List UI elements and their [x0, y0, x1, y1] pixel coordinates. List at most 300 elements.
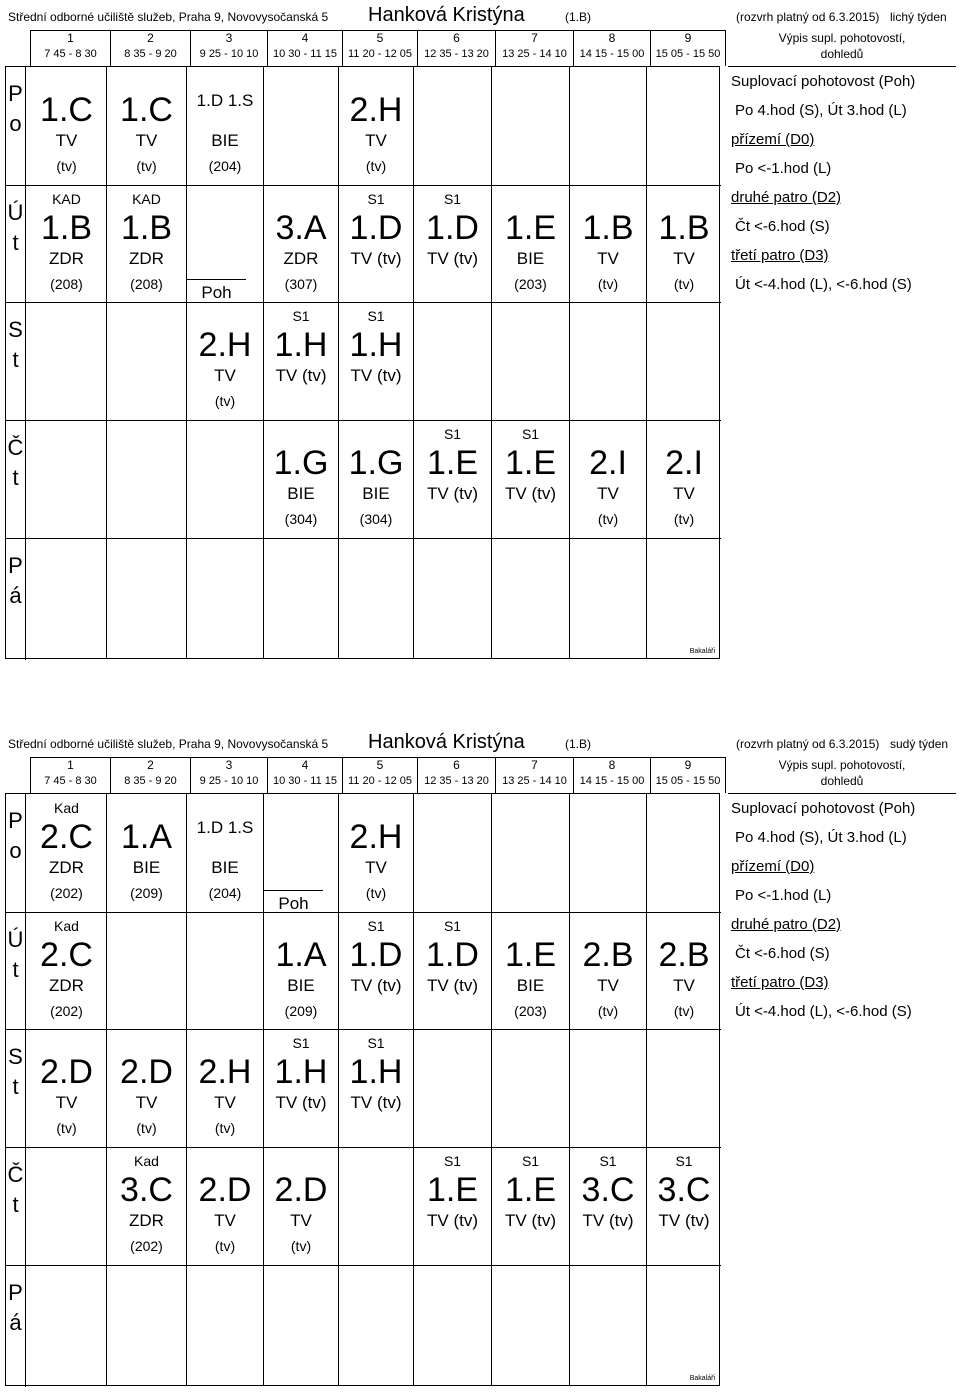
- period-time: 7 45 - 8 30: [44, 775, 97, 787]
- lesson-cell[interactable]: [647, 188, 721, 296]
- period-header: [495, 757, 573, 793]
- group-label: [27, 70, 106, 92]
- lesson-cell[interactable]: [107, 70, 186, 178]
- group-label: S1: [521, 426, 540, 442]
- room: [414, 272, 491, 296]
- panel-line: Po <-1.hod (L): [735, 160, 832, 177]
- day-letter: S: [8, 317, 23, 342]
- period-time: 11 20 - 12 05: [347, 48, 412, 60]
- subject: TV: [55, 1093, 78, 1112]
- day-letter: S: [8, 1044, 23, 1069]
- period-header: [417, 30, 495, 66]
- class-name: 2.D: [40, 1053, 93, 1091]
- lesson-cell[interactable]: [570, 1150, 646, 1258]
- period-header: [650, 757, 725, 793]
- lesson-cell[interactable]: [570, 423, 646, 531]
- subject: TV: [673, 249, 695, 268]
- lesson-cell[interactable]: [264, 1032, 338, 1140]
- class-name: 1.E: [504, 209, 557, 247]
- lesson-cell[interactable]: [647, 423, 721, 531]
- subject: BIE: [211, 131, 239, 150]
- period-time: 14 15 - 15 00: [579, 775, 645, 787]
- class-name: 2.C: [40, 818, 93, 856]
- period-time: 15 05 - 15 50: [655, 48, 721, 60]
- day-letter: t: [12, 957, 19, 982]
- group-label: [264, 188, 338, 210]
- class-name: 1.A: [275, 936, 327, 974]
- subject: BIE: [516, 976, 545, 995]
- day-letter: t: [12, 1074, 19, 1099]
- room: [414, 1234, 491, 1258]
- class-name: 1.G: [348, 444, 404, 482]
- lesson-cell[interactable]: [339, 797, 413, 905]
- bakalari-logo: Bakaláři: [689, 1375, 715, 1382]
- class-name: 2.I: [589, 444, 627, 482]
- class-name: 1.E: [426, 444, 479, 482]
- teacher-name: Hanková Kristýna: [368, 4, 525, 26]
- lesson-cell[interactable]: [492, 423, 569, 531]
- day-letter: o: [9, 838, 22, 863]
- day-label: [6, 1266, 26, 1387]
- lesson-cell[interactable]: [27, 1032, 106, 1140]
- lesson-cell[interactable]: [264, 915, 338, 1023]
- supervision-panel: [728, 757, 956, 1026]
- period-header: [573, 30, 650, 66]
- timetable-grid: [5, 66, 720, 659]
- day-letter: t: [12, 230, 19, 255]
- group-label: S1: [367, 308, 385, 324]
- subject: TV: [135, 131, 158, 150]
- day-row: [6, 1265, 721, 1387]
- room: (209): [130, 885, 163, 901]
- room: (tv): [673, 511, 695, 527]
- class-name: 1.E: [504, 1171, 557, 1209]
- period-time: 14 15 - 15 00: [579, 48, 645, 60]
- period-number: 5: [376, 758, 384, 772]
- period-header: [417, 757, 495, 793]
- group-label: Kad: [54, 918, 79, 934]
- period-time: 12 35 - 13 20: [424, 775, 489, 787]
- period-number: 3: [225, 31, 233, 45]
- lesson-cell[interactable]: [414, 915, 491, 1023]
- class-label: (1.B): [565, 737, 592, 751]
- column-divider: [569, 794, 570, 1385]
- class-name: 1.H: [274, 326, 328, 364]
- week-type: lichý týden: [890, 10, 947, 24]
- panel-line: Po <-1.hod (L): [735, 887, 832, 904]
- subject: TV: [597, 976, 619, 995]
- class-label: (1.B): [565, 10, 592, 24]
- panel-line: Po 4.hod (S), Út 3.hod (L): [735, 102, 907, 119]
- day-letter: á: [9, 1310, 22, 1335]
- lesson-cell[interactable]: [339, 188, 413, 296]
- panel-heading-line2: dohledů: [820, 774, 864, 788]
- class-name: 2.D: [274, 1171, 328, 1209]
- group-label: [264, 423, 338, 445]
- room: [339, 389, 413, 413]
- room: (209): [284, 1003, 318, 1019]
- room: [339, 999, 413, 1023]
- day-letter: P: [8, 1280, 23, 1305]
- timetable-even-week: [0, 727, 960, 1392]
- period-number: 9: [684, 758, 692, 772]
- period-header: [190, 757, 267, 793]
- lesson-cell[interactable]: [107, 188, 186, 296]
- room: (tv): [214, 1120, 236, 1136]
- week-type: sudý týden: [890, 737, 949, 751]
- lesson-cell[interactable]: [492, 915, 569, 1023]
- lesson-cell[interactable]: [264, 305, 338, 413]
- group-label: S1: [367, 918, 385, 934]
- lesson-cell[interactable]: [187, 1150, 263, 1258]
- period-time: 12 35 - 13 20: [424, 48, 489, 60]
- room: (304): [284, 511, 318, 527]
- subject: TV (tv): [427, 1211, 478, 1230]
- lesson-cell[interactable]: [107, 1150, 186, 1258]
- period-number: 8: [608, 758, 616, 772]
- supervision-box: Poh: [186, 279, 246, 305]
- group-label: KAD: [52, 191, 81, 207]
- subject: ZDR: [49, 858, 84, 877]
- lesson-cell[interactable]: [492, 1150, 569, 1258]
- panel-line: Po 4.hod (S), Út 3.hod (L): [735, 829, 907, 846]
- timetable-odd-week: [0, 0, 960, 665]
- column-divider: [491, 794, 492, 1385]
- group-label: [570, 188, 646, 210]
- room: [264, 1116, 338, 1140]
- room: (204): [208, 158, 242, 174]
- room: [414, 507, 491, 531]
- group-label: S1: [675, 1153, 693, 1169]
- group-label: [570, 915, 646, 937]
- subject: ZDR: [129, 1211, 164, 1230]
- class-name: 1.E: [426, 1171, 479, 1209]
- class-name: 1.H: [349, 1053, 403, 1091]
- period-number: 3: [225, 758, 233, 772]
- group-label: [187, 1032, 263, 1054]
- school-name: Střední odborné učiliště služeb, Praha 9, Novovysočanská 5: [8, 737, 329, 751]
- subject: TV: [290, 1211, 312, 1230]
- room: [647, 1234, 721, 1258]
- period-time: 9 25 - 10 10: [199, 775, 259, 787]
- room: (tv): [673, 276, 695, 292]
- period-number: 7: [531, 758, 538, 772]
- period-number: 5: [376, 31, 384, 45]
- lesson-cell[interactable]: [570, 188, 646, 296]
- room: (tv): [365, 158, 387, 174]
- day-letter: Č: [7, 1162, 24, 1187]
- room: (tv): [597, 276, 619, 292]
- period-header: [110, 757, 190, 793]
- room: (tv): [597, 1003, 619, 1019]
- room: (tv): [56, 158, 77, 174]
- group-label: [107, 1032, 186, 1054]
- room: (307): [284, 276, 318, 292]
- subject: TV (tv): [427, 976, 478, 995]
- lesson-cell[interactable]: [570, 915, 646, 1023]
- period-time: 10 30 - 11 15: [272, 775, 337, 787]
- lesson-cell[interactable]: [414, 1150, 491, 1258]
- period-time: 7 45 - 8 30: [44, 48, 97, 60]
- column-divider: [569, 67, 570, 658]
- subject: BIE: [362, 484, 390, 503]
- day-letter: t: [12, 1192, 19, 1217]
- room: [492, 1234, 569, 1258]
- period-number: 4: [301, 31, 309, 45]
- subject: ZDR: [129, 249, 164, 268]
- lesson-cell[interactable]: [339, 305, 413, 413]
- class-name: 2.I: [665, 444, 703, 482]
- period-number: 1: [67, 31, 74, 45]
- lesson-cell[interactable]: [27, 797, 106, 905]
- group-label: S1: [443, 191, 462, 207]
- lesson-cell[interactable]: [414, 188, 491, 296]
- class-name: 2.D: [198, 1171, 252, 1209]
- group-label: S1: [521, 1153, 540, 1169]
- class-name: 1.C: [40, 91, 93, 129]
- column-divider: [413, 794, 414, 1385]
- period-time: 8 35 - 9 20: [124, 48, 177, 60]
- subject: TV (tv): [505, 1211, 556, 1230]
- subject: ZDR: [49, 249, 84, 268]
- day-label: [6, 913, 26, 1029]
- period-number: 8: [608, 31, 616, 45]
- subject: TV: [55, 131, 78, 150]
- group-label: [187, 70, 263, 92]
- period-number: 4: [301, 758, 309, 772]
- lesson-cell[interactable]: [339, 70, 413, 178]
- panel-line: Út <-4.hod (L), <-6.hod (S): [735, 276, 912, 293]
- day-label: [6, 303, 26, 420]
- panel-line: Čt <-6.hod (S): [735, 218, 830, 235]
- lesson-cell[interactable]: [339, 915, 413, 1023]
- period-header: [30, 30, 110, 66]
- class-name: 2.D: [120, 1053, 173, 1091]
- subject: TV: [597, 484, 619, 503]
- lesson-cell[interactable]: [27, 188, 106, 296]
- column-divider: [491, 67, 492, 658]
- subject: TV (tv): [582, 1211, 634, 1230]
- room: (304): [359, 511, 393, 527]
- lesson-cell[interactable]: [27, 70, 106, 178]
- day-label: [6, 67, 26, 185]
- lesson-cell[interactable]: [492, 188, 569, 296]
- period-time: 15 05 - 15 50: [655, 775, 721, 787]
- lesson-cell[interactable]: [187, 1032, 263, 1140]
- day-label: [6, 794, 26, 912]
- period-header: [342, 757, 417, 793]
- lesson-cell[interactable]: [339, 423, 413, 531]
- day-letter: Č: [7, 435, 24, 460]
- room: (tv): [290, 1238, 312, 1254]
- lesson-cell[interactable]: [647, 1150, 721, 1258]
- panel-line: druhé patro (D2): [731, 189, 842, 206]
- panel-line: přízemí (D0): [731, 858, 815, 875]
- group-label: S1: [292, 308, 310, 324]
- class-name: 2.C: [40, 936, 93, 974]
- group-label: [107, 70, 186, 92]
- lesson-cell[interactable]: [339, 1032, 413, 1140]
- subject: TV (tv): [427, 249, 478, 268]
- header-right-border: [725, 757, 726, 793]
- class-name: 1.A: [120, 818, 173, 856]
- panel-heading: [728, 30, 956, 66]
- class-name: 3.C: [581, 1171, 635, 1209]
- day-letter: P: [8, 808, 23, 833]
- room: (tv): [214, 393, 236, 409]
- valid-from: (rozvrh platný od 6.3.2015): [736, 737, 880, 751]
- period-header: [573, 757, 650, 793]
- group-label: [264, 915, 338, 937]
- day-label: [6, 186, 26, 302]
- lesson-cell[interactable]: [187, 797, 263, 905]
- class-name: 1.H: [349, 326, 403, 364]
- lesson-cell[interactable]: [27, 915, 106, 1023]
- subject: TV: [214, 1093, 236, 1112]
- class-name: 3.A: [275, 209, 327, 247]
- day-label: [6, 539, 26, 660]
- room: (tv): [597, 511, 619, 527]
- period-header: [650, 30, 725, 66]
- group-label: [339, 423, 413, 445]
- subject: TV (tv): [275, 366, 327, 385]
- class-name: 1.C: [120, 91, 173, 129]
- panel-line: Út <-4.hod (L), <-6.hod (S): [735, 1003, 912, 1020]
- subject: TV: [214, 366, 236, 385]
- period-number: 6: [453, 31, 460, 45]
- period-time: 10 30 - 11 15: [272, 48, 337, 60]
- lesson-cell[interactable]: [414, 423, 491, 531]
- supervision-panel: [728, 30, 956, 299]
- subject: BIE: [211, 858, 239, 877]
- period-number: 7: [531, 31, 538, 45]
- period-time: 13 25 - 14 10: [502, 48, 567, 60]
- panel-line: přízemí (D0): [731, 131, 815, 148]
- room: (202): [130, 1238, 163, 1254]
- subject: TV: [673, 484, 695, 503]
- subject: TV (tv): [350, 1093, 402, 1112]
- lesson-cell[interactable]: [187, 305, 263, 413]
- room: [570, 1234, 646, 1258]
- subject: TV (tv): [275, 1093, 327, 1112]
- day-label: [6, 1148, 26, 1265]
- supervision-box: Poh: [263, 890, 323, 916]
- class-name: 2.B: [582, 936, 634, 974]
- subject: TV: [673, 976, 695, 995]
- group-label: [27, 1032, 106, 1054]
- period-header: [30, 757, 110, 793]
- period-number: 2: [147, 31, 154, 45]
- class-name: 2.B: [658, 936, 710, 974]
- group-label: [647, 915, 721, 937]
- subject: BIE: [132, 858, 161, 877]
- lesson-cell[interactable]: [264, 1150, 338, 1258]
- group-label: [492, 915, 569, 937]
- subject: TV: [365, 858, 387, 877]
- day-letter: t: [12, 347, 19, 372]
- class-name: 1.D: [349, 209, 403, 247]
- class-name: 1.B: [658, 209, 710, 247]
- class-name: 3.C: [120, 1171, 173, 1209]
- group-label: S1: [367, 1035, 385, 1051]
- day-letter: P: [8, 81, 23, 106]
- room: (203): [514, 1003, 547, 1019]
- period-time: 11 20 - 12 05: [347, 775, 412, 787]
- group-label: S1: [443, 426, 462, 442]
- valid-from: (rozvrh platný od 6.3.2015): [736, 10, 880, 24]
- lesson-cell[interactable]: [264, 188, 338, 296]
- subject: BIE: [516, 249, 545, 268]
- period-header: [267, 30, 342, 66]
- room: [339, 1116, 413, 1140]
- room: (202): [50, 885, 83, 901]
- class-name: 1.D: [426, 209, 479, 247]
- group-label: Kad: [134, 1153, 159, 1169]
- period-time: 8 35 - 9 20: [124, 775, 177, 787]
- class-name: 1.D 1.S: [196, 91, 254, 110]
- group-label: [187, 1150, 263, 1172]
- class-name: 1.B: [582, 209, 634, 247]
- panel-line: druhé patro (D2): [731, 916, 842, 933]
- class-name: 1.G: [273, 444, 329, 482]
- subject: ZDR: [283, 249, 319, 268]
- panel-heading-line1: Výpis supl. pohotovostí,: [778, 758, 906, 772]
- room: (tv): [136, 1120, 157, 1136]
- subject: TV (tv): [350, 249, 402, 268]
- day-row: [6, 538, 721, 660]
- lesson-cell[interactable]: [187, 70, 263, 178]
- class-name: 1.D 1.S: [196, 818, 254, 837]
- lesson-cell[interactable]: [107, 797, 186, 905]
- room: (tv): [56, 1120, 77, 1136]
- day-letter: P: [8, 553, 23, 578]
- room: (tv): [673, 1003, 695, 1019]
- column-divider: [413, 67, 414, 658]
- period-header: [110, 30, 190, 66]
- lesson-cell[interactable]: [647, 915, 721, 1023]
- subject: TV (tv): [658, 1211, 710, 1230]
- subject: TV (tv): [427, 484, 478, 503]
- panel-heading: [728, 757, 956, 793]
- group-label: S1: [292, 1035, 310, 1051]
- group-label: Kad: [54, 800, 79, 816]
- period-time: 13 25 - 14 10: [502, 775, 567, 787]
- room: (202): [50, 1003, 83, 1019]
- lesson-cell[interactable]: [107, 1032, 186, 1140]
- panel-line: třetí patro (D3): [731, 247, 829, 264]
- group-label: S1: [443, 1153, 462, 1169]
- room: (tv): [136, 158, 157, 174]
- school-name: Střední odborné učiliště služeb, Praha 9, Novovysočanská 5: [8, 10, 329, 24]
- subject: TV (tv): [350, 976, 402, 995]
- class-name: 2.H: [198, 1053, 252, 1091]
- period-header: [342, 30, 417, 66]
- class-name: 2.H: [198, 326, 252, 364]
- bakalari-logo: Bakaláři: [689, 648, 715, 655]
- group-label: [339, 70, 413, 92]
- lesson-cell[interactable]: [264, 423, 338, 531]
- day-letter: á: [9, 583, 22, 608]
- column-divider: [646, 794, 647, 1385]
- subject: TV: [597, 249, 619, 268]
- period-number: 1: [67, 758, 74, 772]
- room: (204): [208, 885, 242, 901]
- room: (tv): [365, 885, 387, 901]
- group-label: [647, 188, 721, 210]
- class-name: 1.D: [349, 936, 403, 974]
- class-name: 1.B: [40, 209, 93, 247]
- class-name: 3.C: [657, 1171, 711, 1209]
